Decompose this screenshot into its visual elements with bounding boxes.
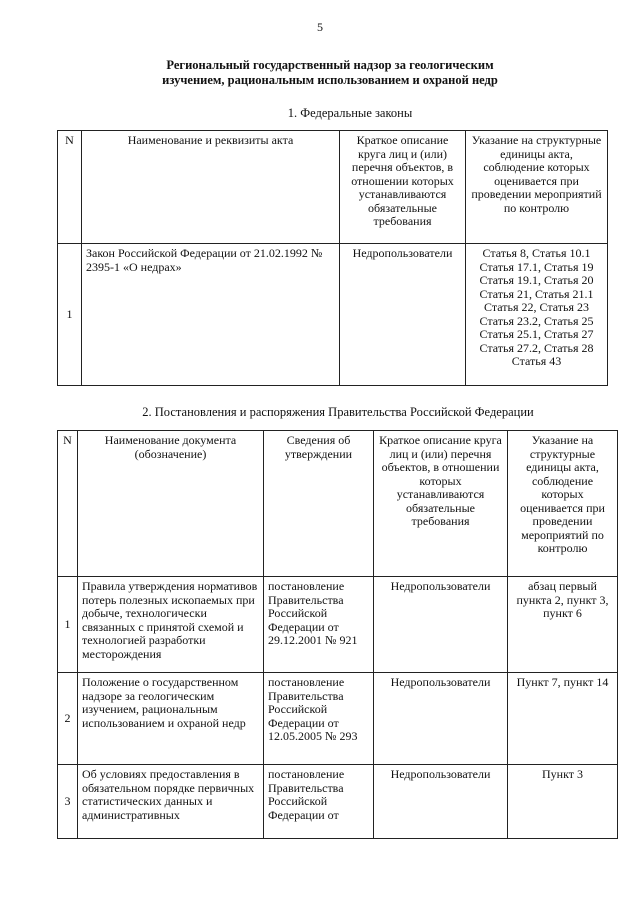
section-2-title: 2. Постановления и распоряжения Правительства Российской Федерации xyxy=(142,405,534,419)
row-number: 3 xyxy=(58,765,78,839)
table-row xyxy=(58,244,608,386)
table-row xyxy=(58,765,618,839)
document-title-line-1: Региональный государственный надзор за геологическим xyxy=(166,58,494,72)
federal-laws-table xyxy=(57,130,608,386)
row-number: 1 xyxy=(58,577,78,673)
row-description: Недропользователи xyxy=(374,673,508,765)
header-approval: Сведения об утверждении xyxy=(264,431,374,577)
table-row xyxy=(58,673,618,765)
row-description: Недропользователи xyxy=(374,765,508,839)
header-description: Краткое описание круга лиц и (или) перечня объектов, в отношении которых устанавливаются обязательные требования xyxy=(374,431,508,577)
row-name: Положение о государственном надзоре за геологическим изучением, рациональным использованием и охраной недр xyxy=(78,673,264,765)
row-approval: постановление Правительства Российской Федерации от xyxy=(264,765,374,839)
row-units: абзац первый пункта 2, пункт 3, пункт 6 xyxy=(508,577,618,673)
document-title-line-2: изучением, рациональным использованием и охраной недр xyxy=(162,73,498,87)
row-name: Правила утверждения нормативов потерь полезных ископаемых при добыче, технологически связанных с принятой схемой и технологией разработки месторождения xyxy=(78,577,264,673)
header-name: Наименование документа (обозначение) xyxy=(78,431,264,577)
government-decrees-table xyxy=(57,430,618,839)
row-units: Пункт 7, пункт 14 xyxy=(508,673,618,765)
page-number: 5 xyxy=(317,20,323,34)
table-header-row xyxy=(58,131,608,244)
table-header-row xyxy=(58,431,618,577)
header-n: N xyxy=(58,131,82,244)
row-number: 1 xyxy=(58,244,82,386)
row-name: Закон Российской Федерации от 21.02.1992 № 2395-1 «О недрах» xyxy=(82,244,340,386)
row-approval: постановление Правительства Российской Федерации от 29.12.2001 № 921 xyxy=(264,577,374,673)
section-1-title: 1. Федеральные законы xyxy=(287,106,413,120)
row-approval: постановление Правительства Российской Федерации от 12.05.2005 № 293 xyxy=(264,673,374,765)
row-units: Статья 8, Статья 10.1 Статья 17.1, Статья 19 Статья 19.1, Статья 20 Статья 21, Статья 21.1 Статья 22, Статья 23 Статья 23.2, Статья 25 Статья 25.1, Статья 27 Статья 27.2, Статья 28 Статья 43 xyxy=(466,244,608,386)
row-description: Недропользователи xyxy=(340,244,466,386)
header-name: Наименование и реквизиты акта xyxy=(82,131,340,244)
table-row xyxy=(58,577,618,673)
header-units: Указание на структурные единицы акта, соблюдение которых оценивается при проведении мероприятий по контролю xyxy=(466,131,608,244)
row-description: Недропользователи xyxy=(374,577,508,673)
row-units: Пункт 3 xyxy=(508,765,618,839)
row-name: Об условиях предоставления в обязательном порядке первичных статистических данных и административных xyxy=(78,765,264,839)
header-n: N xyxy=(58,431,78,577)
header-units: Указание на структурные единицы акта, соблюдение которых оценивается при проведении мероприятий по контролю xyxy=(508,431,618,577)
row-number: 2 xyxy=(58,673,78,765)
header-description: Краткое описание круга лиц и (или) перечня объектов, в отношении которых устанавливаются обязательные требования xyxy=(340,131,466,244)
document-title xyxy=(120,58,540,88)
